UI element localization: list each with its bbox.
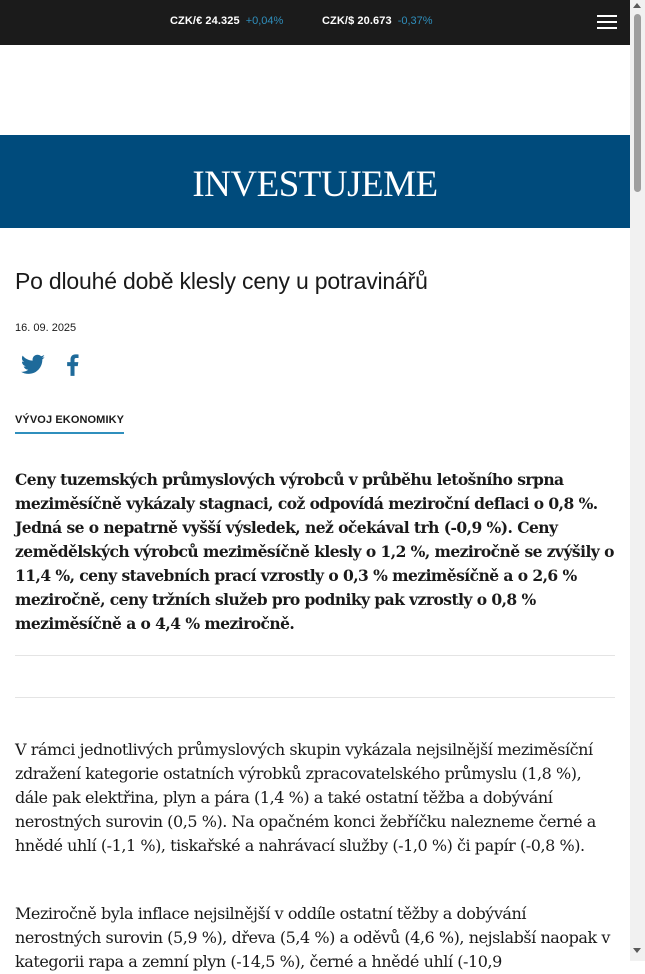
currency-ticker-bar xyxy=(0,0,630,45)
ticker-eur-change: +0,04% xyxy=(245,15,284,27)
scrollbar-thumb[interactable] xyxy=(634,14,641,192)
site-logo[interactable]: INVESTUJEME xyxy=(192,164,438,205)
scroll-down-arrow-icon[interactable] xyxy=(633,948,641,953)
ticker-eur-rate: CZK/€ 24.325 xyxy=(170,15,240,27)
twitter-icon[interactable] xyxy=(20,352,46,378)
ad-placeholder xyxy=(0,45,630,135)
article-paragraph: V rámci jednotlivých průmyslových skupin vykázala nejsilnější meziměsíční zdražení kategorie ostatních výrobků zpracovatelského průmyslu (1,8 %), dále pak elektřina, plyn a pára (1,4 %) a také ostatní těžba a dobývání nerostných surovin (0,5 %). Na opačném konci žebříčku nalezneme černé a hnědé uhlí (-1,1 %), tiskařské a nahrávací služby (-1,0 %) či papír (-0,8 %). xyxy=(15,740,596,855)
content-divider xyxy=(15,655,615,656)
category-link[interactable]: VÝVOJ EKONOMIKY xyxy=(15,414,124,434)
article-date: 16. 09. 2025 xyxy=(15,322,77,334)
ticker-czk-usd xyxy=(322,15,433,27)
content-divider xyxy=(15,697,615,698)
article-paragraph: Meziročně byla inflace nejsilnější v oddíle ostatní těžby a dobývání nerostných surovin (5,9 %), dřeva (5,4 %) a oděvů (4,6 %), nejslabší naopak v kategorii rapa a zemní plyn (-14,5 %), černé a hnědé uhlí (-10,9 xyxy=(15,904,610,971)
facebook-icon[interactable] xyxy=(60,352,86,378)
ticker-usd-rate: CZK/$ 20.673 xyxy=(322,15,392,27)
article-lead: Ceny tuzemských průmyslových výrobců v průběhu letošního srpna meziměsíčně vykázaly stagnaci, což odpovídá meziroční deflaci o 0,8 %. Jedná se o nepatrně vyšší výsledek, než očekával trh (-0,9 %). Ceny zemědělských výrobců meziměsíčně klesly o 1,2 %, meziročně se zvýšily o 11,4 %, ceny stavebních prací vzrostly o 0,3 % meziměsíčně a o 2,6 % meziročně, ceny tržních služeb pro podniky pak vzrostly o 0,8 % meziměsíčně a o 4,4 % meziročně. xyxy=(15,470,614,633)
ticker-usd-change: -0,37% xyxy=(397,15,433,27)
vertical-scrollbar[interactable] xyxy=(630,0,645,961)
article-title: Po dlouhé době klesly ceny u potravinářů xyxy=(15,268,428,294)
ticker-czk-eur xyxy=(170,15,283,27)
hamburger-menu-icon[interactable] xyxy=(597,14,617,31)
scroll-up-arrow-icon[interactable] xyxy=(633,3,641,8)
brand-banner xyxy=(0,135,630,228)
